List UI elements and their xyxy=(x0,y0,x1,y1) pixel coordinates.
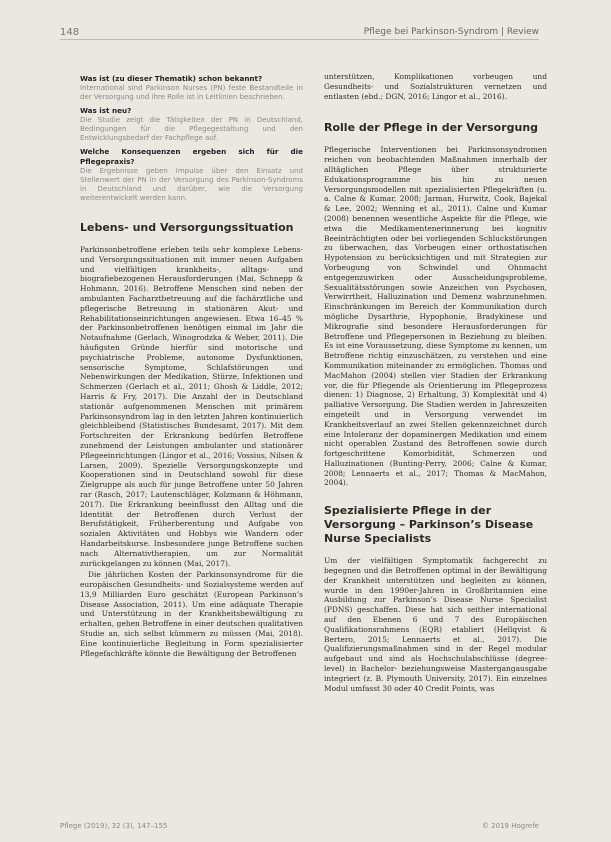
right-column xyxy=(324,72,547,695)
box-question: Welche Konsequenzen ergeben sich für die Pflegepraxis? xyxy=(80,147,303,166)
page-number: 148 xyxy=(60,27,80,38)
left-column xyxy=(80,72,303,660)
paragraph: Um der vielfältigen Symptomatik fachgerecht zu begegnen und die Betroffenen optimal in der Bewältigung der Krankheit unterstützen und begleiten zu können, wurde in den 1990er-Jahren in Großbritannien eine Ausbildung zur Parkinson’s Disease Nurse Specialist (PDNS) geschaffen. Diese hat sich seither international auf den Ebenen 6 und 7 des Europäischen Qualifikationsrahmens (EQR) etabliert (Hellqvist & Bertero, 2015; Lennaerts et al., 2017). Die Qualifizierungsmaßnahmen sind in der Regel modular aufgebaut und sind als Hochschulabschlüsse (degree-level) in Bachelor- beziehungsweise Mastergangausgabe integriert (z. B. Plymouth University, 2017). Ein einzelnes Modul umfasst 30 oder 40 Credit Points, was xyxy=(324,556,547,693)
paragraph: Parkinsonbetroffene erleben teils sehr komplexe Lebens- und Versorgungssituationen mit immer neuen Aufgaben und vielfältigen krankheits-, alltags- und biografiebezogenen Herausforderungen (Mai, Schnepp & Hohmann, 2016). Betroffene Menschen sind neben der ambulanten Facharztbetreuung auf die fachärztliche und pflegerische Betreuung in stationären Akut- und Rehabilitationseinrichtungen angewiesen. Etwa 16–45 % der Parkinsonbetroffenen benötigen einmal im Jahr die Notaufnahme (Gerlach, Winogrodzka & Weber, 2011). Die häufigsten Gründe hierfür sind motorische und psychiatrische Probleme, autonome Dysfunktionen, sensorische Symptome, Schlafstörungen und Nebenwirkungen der Medikation, Stürze, Infektionen und Schmerzen (Gerlach et al., 2011; Ghosh & Liddle, 2012; Harris & Fry, 2017). Die Anzahl der in Deutschland stationär aufgenommenen Menschen mit primärem Parkinsonsyndrom lag in den letzten Jahren kontinuierlich gleichbleibend (Statistisches Bundesamt, 2017). Mit dem Fortschreiten der Erkrankung bedürfen Betroffene zunehmend der Leistungen ambulanter und stationärer Pflegeeinrichtungen (Lingor et al., 2016; Vossius, Nilsen & Larsen, 2009). Spezielle Versorgungskonzepte und Kooperationen sind in Deutschland sowohl für diese Zielgruppe als auch für junge Betroffene unter 50 Jahren rar (Rasch, 2017; Lautenschläger, Kolzmann & Höhmann, 2017). Die Erkrankung beeinflusst den Alltag und die Identität der Betroffenen durch Verlust der Berufstätigkeit, Früherberentung und Aufgabe von sozialen Aktivitäten und Hobbys wie Wandern oder Handarbeitskurse. Insbesondere junge Betroffene suchen nach Alternativtherapien, um zur Normalität zurückgelangen zu können (Mai, 2017). xyxy=(80,245,303,568)
summary-box xyxy=(80,74,303,203)
paragraph: Pflegerische Interventionen bei Parkinsonsyndromen reichen von beobachtenden Maßnahmen innerhalb der alltäglichen Pflege über strukturierte Edukationsprogramme bis hin zu neuen Versorgungsmodellen mit spezialisierten Pflegekräften (u. a. Calne & Kumar, 2008; Jarman, Hurwitz, Cook, Bajekal & Lee, 2002; Wenning et al., 2011). Calne und Kumar (2008) benennen wesentliche Aspekte für die Pflege, wie etwa die Medikamentenerinnerung bei kognitiv Beeinträchtigten oder bei vorliegenden Schluckstörungen zu überwachen, das Vorbeugen einer orthostatischen Hypotension zu berücksichtigen und mit Strategien zur Vorbeugung von Schwindel und Ohnmacht entgegenzuwirken oder Ausscheidungsprobleme, Sexualitätsstörungen sowie Anzeichen von Psychosen, Verwirrtheit, Halluzination und Demenz wahrzunehmen. Einschränkungen im Bereich der Kommunikation durch mögliche Dysarthrie, Hypophonie, Bradykinese und Mikrografie sind besondere Herausforderungen für Betroffene und Pflegepersonen in Beziehung zu bleiben. Es ist eine Voraussetzung, diese Symptome zu kennen, um Betroffene richtig einzuschätzen, zu verstehen und eine Kommunikation miteinander zu ermöglichen. Thomas und MacMahon (2004) stellen vier Stadien der Erkrankung vor, die für Pflegende als Orientierung im Pflegeprozess dienen: 1) Diagnose, 2) Erhaltung, 3) Komplexität und 4) palliative Versorgung. Die Stadien werden in Jahreszeiten eingeteilt und in Versorgung verwendet im Krankheitsverlauf an zwei Stellen gekennzeichnet durch eine Intoleranz der dopaminergen Medikation und einem nicht operablen Zustand des Betroffenen sowie durch fortgeschrittene Komorbidität, Schmerzen und Halluzinationen (Bunting-Perry, 2006; Calne & Kumar, 2008; Lennaerts et al., 2017; Thomas & MacMahon, 2004). xyxy=(324,145,547,488)
section-heading: Lebens- und Versorgungssituation xyxy=(80,221,294,234)
box-answer: International sind Parkinson Nurses (PN) feste Bestandteile in der Versorgung und ihre Rolle ist in Leitlinien beschrieben. xyxy=(80,84,303,101)
page-header xyxy=(0,27,611,41)
box-question: Was ist neu? xyxy=(80,106,132,115)
section-heading: Rolle der Pflege in der Versorgung xyxy=(324,121,539,135)
section-heading: Spezialisierte Pflege in der Versorgung – Parkinson’s Disease Nurse Specialists xyxy=(324,504,534,546)
footer-publisher: © 2019 Hogrefe xyxy=(481,822,539,830)
box-answer: Die Studie zeigt die Tätigkeiten der PN in Deutschland, Bedingungen für die Pflegegestaltung und den Entwicklungsbedarf der Fachpflege auf. xyxy=(80,116,303,142)
footer-citation: Pflege (2019), 32 (3), 147–155 xyxy=(60,822,168,830)
paragraph: unterstützen, Komplikationen vorbeugen und Gesundheits- und Sozialstrukturen vernetzen und entlasten (ebd.; DGN, 2016; Lingor et al., 2016). xyxy=(324,72,547,101)
header-rule xyxy=(60,39,539,40)
box-question: Was ist (zu dieser Thematik) schon bekannt? xyxy=(80,74,263,83)
page-footer xyxy=(60,822,539,834)
box-answer: Die Ergebnisse geben Impulse über den Einsatz und Stellenwert der PN in der Versorgung des Parkinson-Syndroms in Deutschland und darüber, wie die Versorgung weiterentwickelt werden kann. xyxy=(80,167,303,202)
paragraph: Die jährlichen Kosten der Parkinsonsyndrome für die europäischen Gesundheits- und Sozialsysteme werden auf 13,9 Milliarden Euro geschätzt (European Parkinson’s Disease Association, 2011). Um eine adäquate Therapie und Unterstützung in der Krankheitsbewältigung zu erhalten, gehen Betroffene in einer deutschen qualitativen Studie an, sich selbst kümmern zu müssen (Mai, 2018). Eine kontinuierliche Begleitung in Form spezialisierter Pflegefachkräfte könnte die Bewältigung der Betroffenen xyxy=(80,570,303,658)
running-head: Pflege bei Parkinson-Syndrom | Review xyxy=(363,27,539,37)
